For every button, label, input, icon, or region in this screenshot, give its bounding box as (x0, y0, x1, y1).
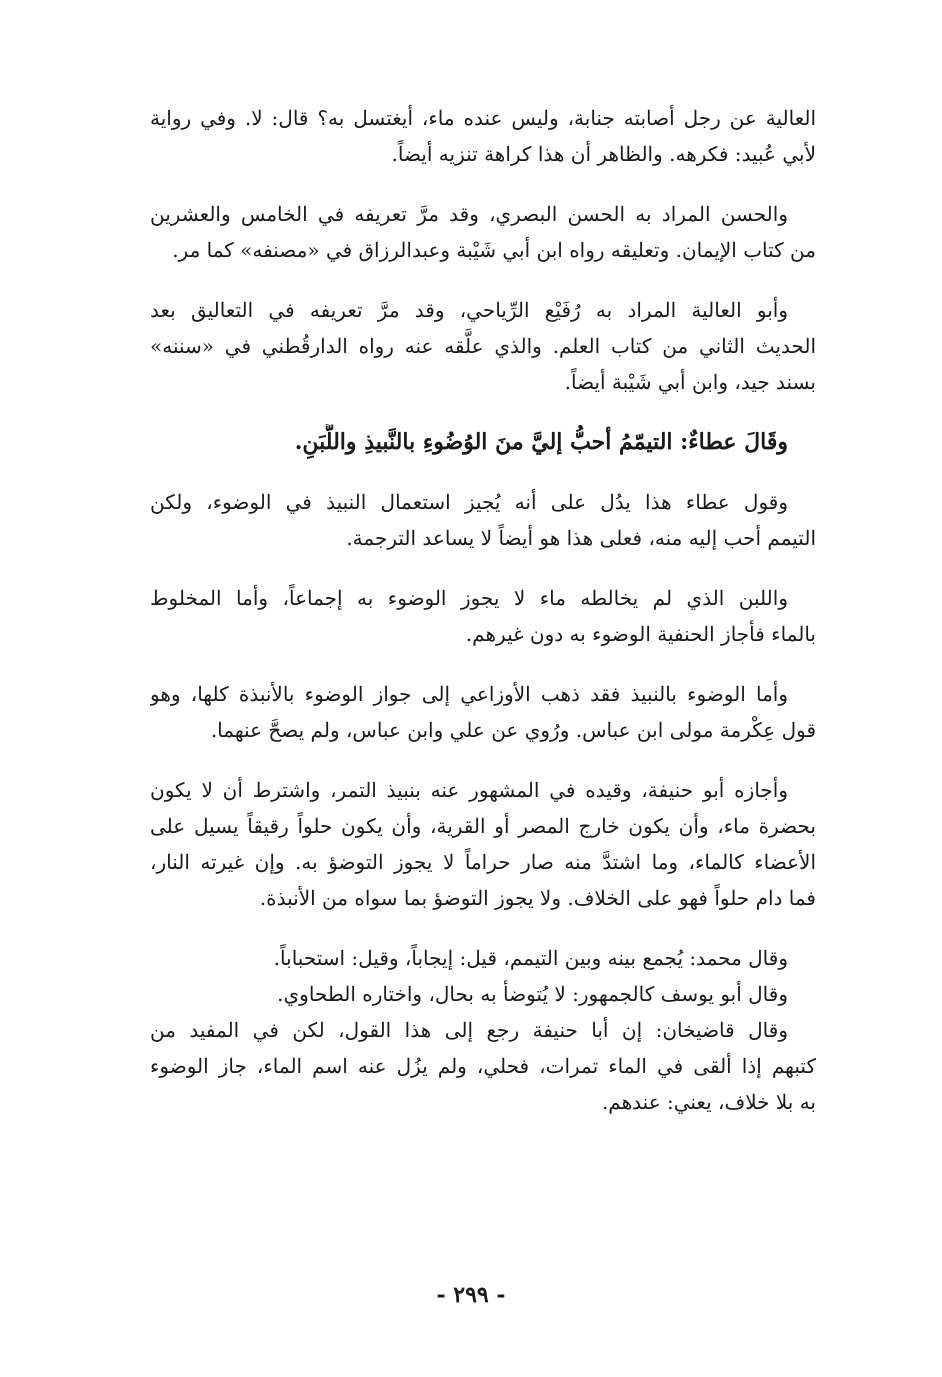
text-line: كتبهم إذا ألقى في الماء تمرات، فحلي، ولم يزُل عنه اسم الماء، جاز الوضوء (150, 1054, 816, 1078)
text-line: فما دام حلواً فهو على الخلاف. ولا يجوز التوضؤ بما سواه من الأنبذة. (259, 886, 816, 910)
text-line: وقال محمد: يُجمع بينه وبين التيمم، قيل: إيجاباً، وقيل: استحباباً. (273, 946, 788, 970)
text-line: لأبي عُبيد: فكرهه. والظاهر أن هذا كراهة تنزيه أيضاً. (391, 142, 816, 166)
page-body (150, 100, 816, 1144)
text-line: الأعضاء كالماء، وما اشتدَّ منه صار حراماً لا يجوز التوضؤ به. وإن غيرته النار، (150, 850, 816, 874)
text-line: التيمم أحب إليه منه، فعلى هذا هو أيضاً لا يساعد الترجمة. (346, 526, 816, 550)
text-line: وقال قاضيخان: إن أبا حنيفة رجع إلى هذا القول، لكن في المفيد من (150, 1018, 788, 1042)
text-line: قول عِكْرمة مولى ابن عباس. ورُوي عن علي وابن عباس، ولم يصحَّ عنهما. (210, 718, 816, 742)
text-line: وأجازه أبو حنيفة، وقيده في المشهور عنه بنبيذ التمر، واشترط أن لا يكون (150, 778, 788, 802)
text-line: بحضرة ماء، وأن يكون خارج المصر أو القرية، وأن يكون حلواً رقيقاً يسيل على (150, 814, 816, 838)
paragraph-5 (150, 580, 816, 652)
text-line: بسند جيد، وابن أبي شَيْبة أيضاً. (564, 370, 816, 394)
hadith-heading (150, 424, 816, 460)
paragraph-8 (150, 940, 816, 976)
text-line: والحسن المراد به الحسن البصري، وقد مرَّ تعريفه في الخامس والعشرين (150, 202, 788, 226)
text-line: بالماء فأجاز الحنفية الوضوء به دون غيرهم. (465, 622, 816, 646)
text-line: وقال أبو يوسف كالجمهور: لا يُتوضأ به بحال، واختاره الطحاوي. (277, 982, 788, 1006)
text-line: واللبن الذي لم يخالطه ماء لا يجوز الوضوء به إجماعاً، وأما المخلوط (150, 586, 788, 610)
text-line: وقول عطاء هذا يدُل على أنه يُجيز استعمال النبيذ في الوضوء، ولكن (150, 490, 788, 514)
paragraph-6 (150, 676, 816, 748)
text-line: وأبو العالية المراد به رُفَيْع الرِّياحي، وقد مرَّ تعريفه في التعاليق بعد (150, 298, 788, 322)
heading-line: وقَالَ عطاءٌ: التيمّمُ أحبُّ إليَّ منَ الوُضُوءِ بالنَّبيذِ واللَّبَنِ. (294, 429, 788, 455)
paragraph-10 (150, 1012, 816, 1120)
paragraph-2 (150, 196, 816, 268)
text-line: الحديث الثاني من كتاب العلم. والذي علَّقه عنه رواه الدارقُطني في «سننه» (150, 334, 816, 358)
page-number: - ٢٩٩ - (436, 1282, 506, 1308)
paragraph-9 (150, 976, 816, 1012)
text-line: العالية عن رجل أصابته جنابة، وليس عنده ماء، أيغتسل به؟ قال: لا. وفي رواية (150, 106, 816, 130)
text-line: من كتاب الإيمان. وتعليقه رواه ابن أبي شَيْبة وعبدالرزاق في «مصنفه» كما مر. (172, 238, 816, 262)
paragraph-3 (150, 292, 816, 400)
paragraph-7 (150, 772, 816, 916)
paragraph-4 (150, 484, 816, 556)
paragraph-1 (150, 100, 816, 172)
text-line: به بلا خلاف، يعني: عندهم. (601, 1090, 816, 1114)
text-line: وأما الوضوء بالنبيذ فقد ذهب الأوزاعي إلى جواز الوضوء بالأنبذة كلها، وهو (150, 682, 788, 706)
